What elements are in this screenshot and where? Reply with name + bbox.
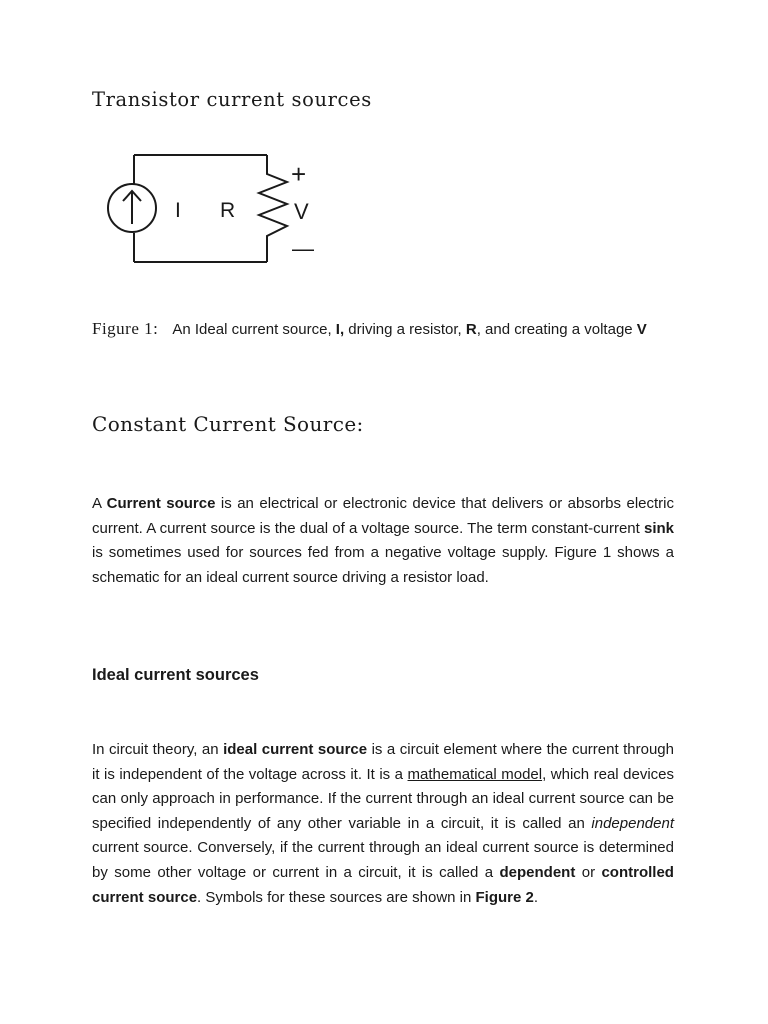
caption-text: An Ideal current source, — [172, 321, 336, 338]
ideal-sources-paragraph — [92, 738, 674, 910]
current-label: I — [175, 199, 181, 222]
text-run: is a circuit element where the current through it is independent of the voltage across it. It is a — [92, 741, 674, 783]
page-title: Transistor current sources — [92, 88, 372, 111]
intro-paragraph — [92, 492, 674, 590]
bold-term: Current source — [106, 495, 216, 512]
resistor-symbol — [259, 155, 287, 262]
figure-caption — [92, 316, 674, 342]
circuit-diagram — [98, 148, 328, 270]
subsection-title: Ideal current sources — [92, 666, 259, 684]
caption-text: , and creating a voltage — [476, 321, 637, 338]
text-run: . — [533, 888, 539, 906]
voltage-label: V — [294, 199, 309, 224]
caption-text: driving a resistor, — [344, 321, 466, 338]
text-run: , which real devices can only approach in performance. If the current through an ideal current source can be specified independently of any other variable in a circuit, it is called an — [92, 765, 674, 832]
italic-term: independent — [591, 814, 674, 832]
bold-term: controlled current source — [92, 863, 674, 906]
figure-reference: Figure 2 — [475, 888, 534, 906]
bold-term: dependent — [499, 863, 576, 881]
caption-bold-voltage: V — [636, 321, 647, 338]
text-run: current source. Conversely, if the current through an ideal current source is determined by some other voltage or current in a circuit, it is called a — [92, 839, 674, 881]
resistor-label: R — [220, 199, 236, 222]
text-run: or — [575, 863, 602, 881]
section-title: Constant Current Source: — [92, 412, 364, 436]
bold-term: sink — [643, 519, 674, 537]
caption-bold-current: I, — [335, 321, 345, 338]
bold-term: ideal current source — [223, 741, 368, 758]
minus-label: — — [292, 236, 314, 261]
caption-bold-resistor: R — [465, 321, 477, 338]
text-run: A — [92, 495, 107, 512]
text-run: is an electrical or electronic device that delivers or absorbs electric current. A current source is the dual of a voltage source. The term constant-current — [92, 495, 674, 537]
text-run: In circuit theory, an — [92, 741, 224, 758]
plus-label: + — [291, 159, 307, 189]
figure-label: Figure 1: — [92, 319, 159, 338]
text-run: is sometimes used for sources fed from a negative voltage supply. Figure 1 shows a schematic for an ideal current source driving a resistor load. — [92, 544, 674, 586]
text-run: . Symbols for these sources are shown in — [197, 888, 476, 906]
mathematical-model-link[interactable]: mathematical model — [407, 765, 543, 783]
